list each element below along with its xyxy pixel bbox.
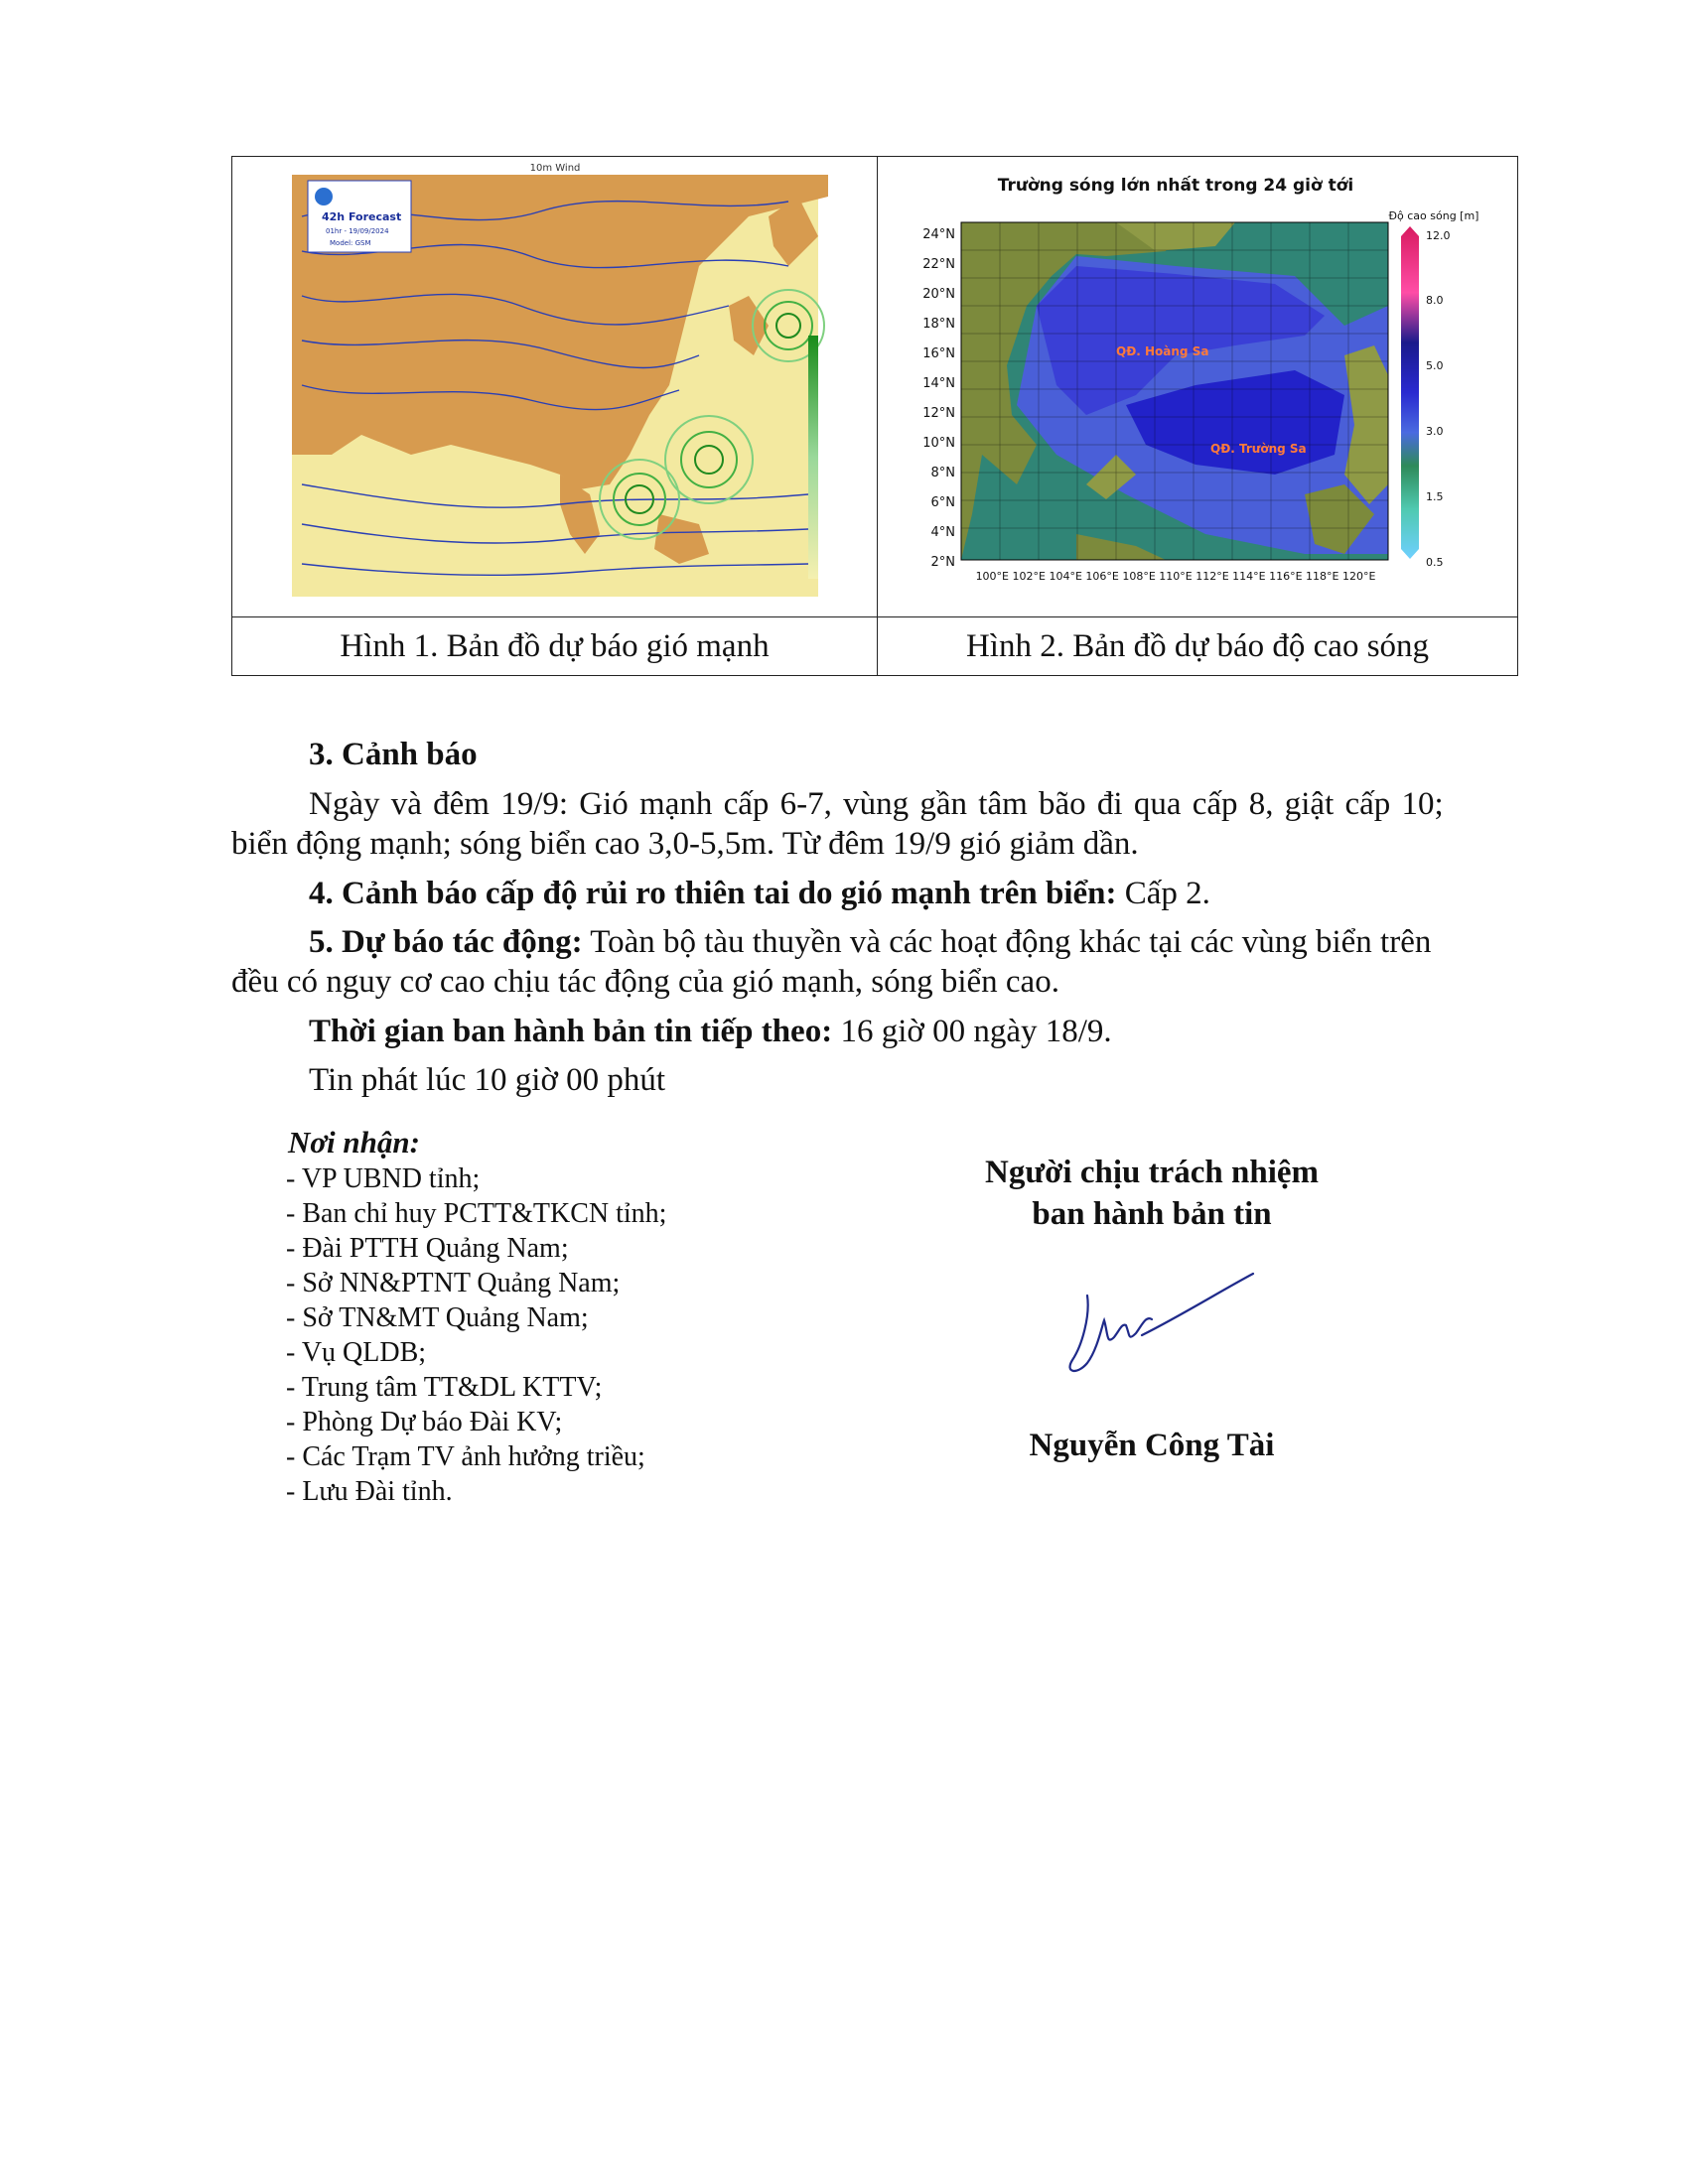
svg-text:16°N: 16°N: [922, 346, 955, 361]
issued-at: Tin phát lúc 10 giờ 00 phút: [309, 1062, 666, 1098]
figure1-caption: Hình 1. Bản đồ dự báo gió mạnh: [232, 617, 878, 676]
next-issue-value: 16 giờ 00 ngày 18/9.: [832, 1014, 1112, 1049]
wave-colorbar: [1401, 226, 1419, 559]
svg-text:1.5: 1.5: [1426, 490, 1444, 503]
section3-line1: Ngày và đêm 19/9: Gió mạnh cấp 6-7, vùng gần tâm bão đi qua cấp 8, giật cấp 10;: [309, 786, 1444, 822]
svg-text:8.0: 8.0: [1426, 294, 1444, 307]
svg-text:2°N: 2°N: [930, 555, 955, 570]
section5-line1: 5. Dự báo tác động: Toàn bộ tàu thuyền và các hoạt động khác tại các vùng biển trên: [309, 924, 1432, 960]
recipient-item: - Trung tâm TT&DL KTTV;: [286, 1372, 603, 1403]
svg-text:14°N: 14°N: [922, 376, 955, 391]
svg-text:10°N: 10°N: [922, 436, 955, 451]
wave-forecast-figure: [878, 157, 1517, 616]
svg-text:4°N: 4°N: [930, 525, 955, 540]
section4-value: Cấp 2.: [1116, 876, 1210, 911]
colorbar-label: Độ cao sóng [m]: [1388, 209, 1479, 222]
signer-name: Nguyễn Công Tài: [1029, 1428, 1275, 1463]
next-issue-label: Thời gian ban hành bản tin tiếp theo:: [309, 1014, 833, 1049]
recipient-item: - VP UBND tỉnh;: [286, 1163, 481, 1194]
badge-line-1: 42h Forecast: [322, 210, 402, 223]
recipient-item: - Các Trạm TV ảnh hưởng triều;: [286, 1441, 645, 1472]
svg-text:24°N: 24°N: [922, 227, 955, 242]
badge-line-3: Model: GSM: [330, 239, 371, 247]
wind-map-title: 10m Wind: [529, 163, 581, 174]
recipient-item: - Ban chỉ huy PCTT&TKCN tỉnh;: [286, 1198, 667, 1229]
label-truong-sa: QĐ. Trường Sa: [1210, 442, 1307, 456]
longitude-labels: 100°E 102°E 104°E 106°E 108°E 110°E 112°E 114°E 116°E 118°E 120°E: [975, 570, 1376, 583]
colorbar-ticks: [1426, 229, 1451, 569]
handwritten-signature: [1043, 1246, 1271, 1395]
figure-table: [231, 156, 1518, 676]
section4: [309, 874, 1210, 913]
section5-line2: đều có nguy cơ cao chịu tác động của gió mạnh, sóng biển cao.: [231, 964, 1059, 1000]
wave-map-title: Trường sóng lớn nhất trong 24 giờ tới: [997, 176, 1354, 196]
section3-line2: biển động mạnh; sóng biển cao 3,0-5,5m. Từ đêm 19/9 gió giảm dần.: [231, 826, 1139, 862]
section4-label: 4. Cảnh báo cấp độ rủi ro thiên tai do gió mạnh trên biển:: [309, 876, 1117, 911]
svg-text:0.5: 0.5: [1426, 556, 1444, 569]
svg-text:22°N: 22°N: [922, 257, 955, 272]
svg-text:20°N: 20°N: [922, 287, 955, 302]
section5-label: 5. Dự báo tác động:: [309, 924, 583, 960]
signer-title-line1: Người chịu trách nhiệm: [985, 1155, 1319, 1190]
svg-text:18°N: 18°N: [922, 317, 955, 332]
latitude-labels: [922, 227, 955, 570]
recipient-item: - Sở TN&MT Quảng Nam;: [286, 1302, 589, 1333]
figure2-caption: Hình 2. Bản đồ dự báo độ cao sóng: [965, 628, 1430, 664]
wind-forecast-figure: [232, 157, 878, 616]
recipients-title: Nơi nhận:: [288, 1125, 420, 1160]
recipient-item: - Lưu Đài tỉnh.: [286, 1476, 453, 1507]
next-issue: [309, 1012, 1112, 1051]
svg-text:5.0: 5.0: [1426, 359, 1444, 372]
caption-row: [232, 616, 1517, 676]
svg-text:12°N: 12°N: [922, 406, 955, 421]
svg-text:6°N: 6°N: [930, 495, 955, 510]
wind-map-image: [232, 157, 878, 616]
section3-heading: 3. Cảnh báo: [309, 737, 478, 772]
svg-text:8°N: 8°N: [930, 466, 955, 480]
recipient-item: - Đài PTTH Quảng Nam;: [286, 1233, 569, 1264]
svg-text:12.0: 12.0: [1426, 229, 1451, 242]
svg-text:3.0: 3.0: [1426, 425, 1444, 438]
signer-title-line2: ban hành bản tin: [1032, 1196, 1272, 1232]
recipient-item: - Vụ QLDB;: [286, 1337, 427, 1368]
agency-logo-icon: [315, 188, 333, 205]
recipient-item: - Sở NN&PTNT Quảng Nam;: [286, 1268, 621, 1298]
recipient-item: - Phòng Dự báo Đài KV;: [286, 1407, 563, 1437]
wave-map-image: [878, 157, 1517, 616]
badge-line-2: 01hr - 19/09/2024: [326, 227, 389, 235]
label-hoang-sa: QĐ. Hoàng Sa: [1116, 344, 1209, 358]
